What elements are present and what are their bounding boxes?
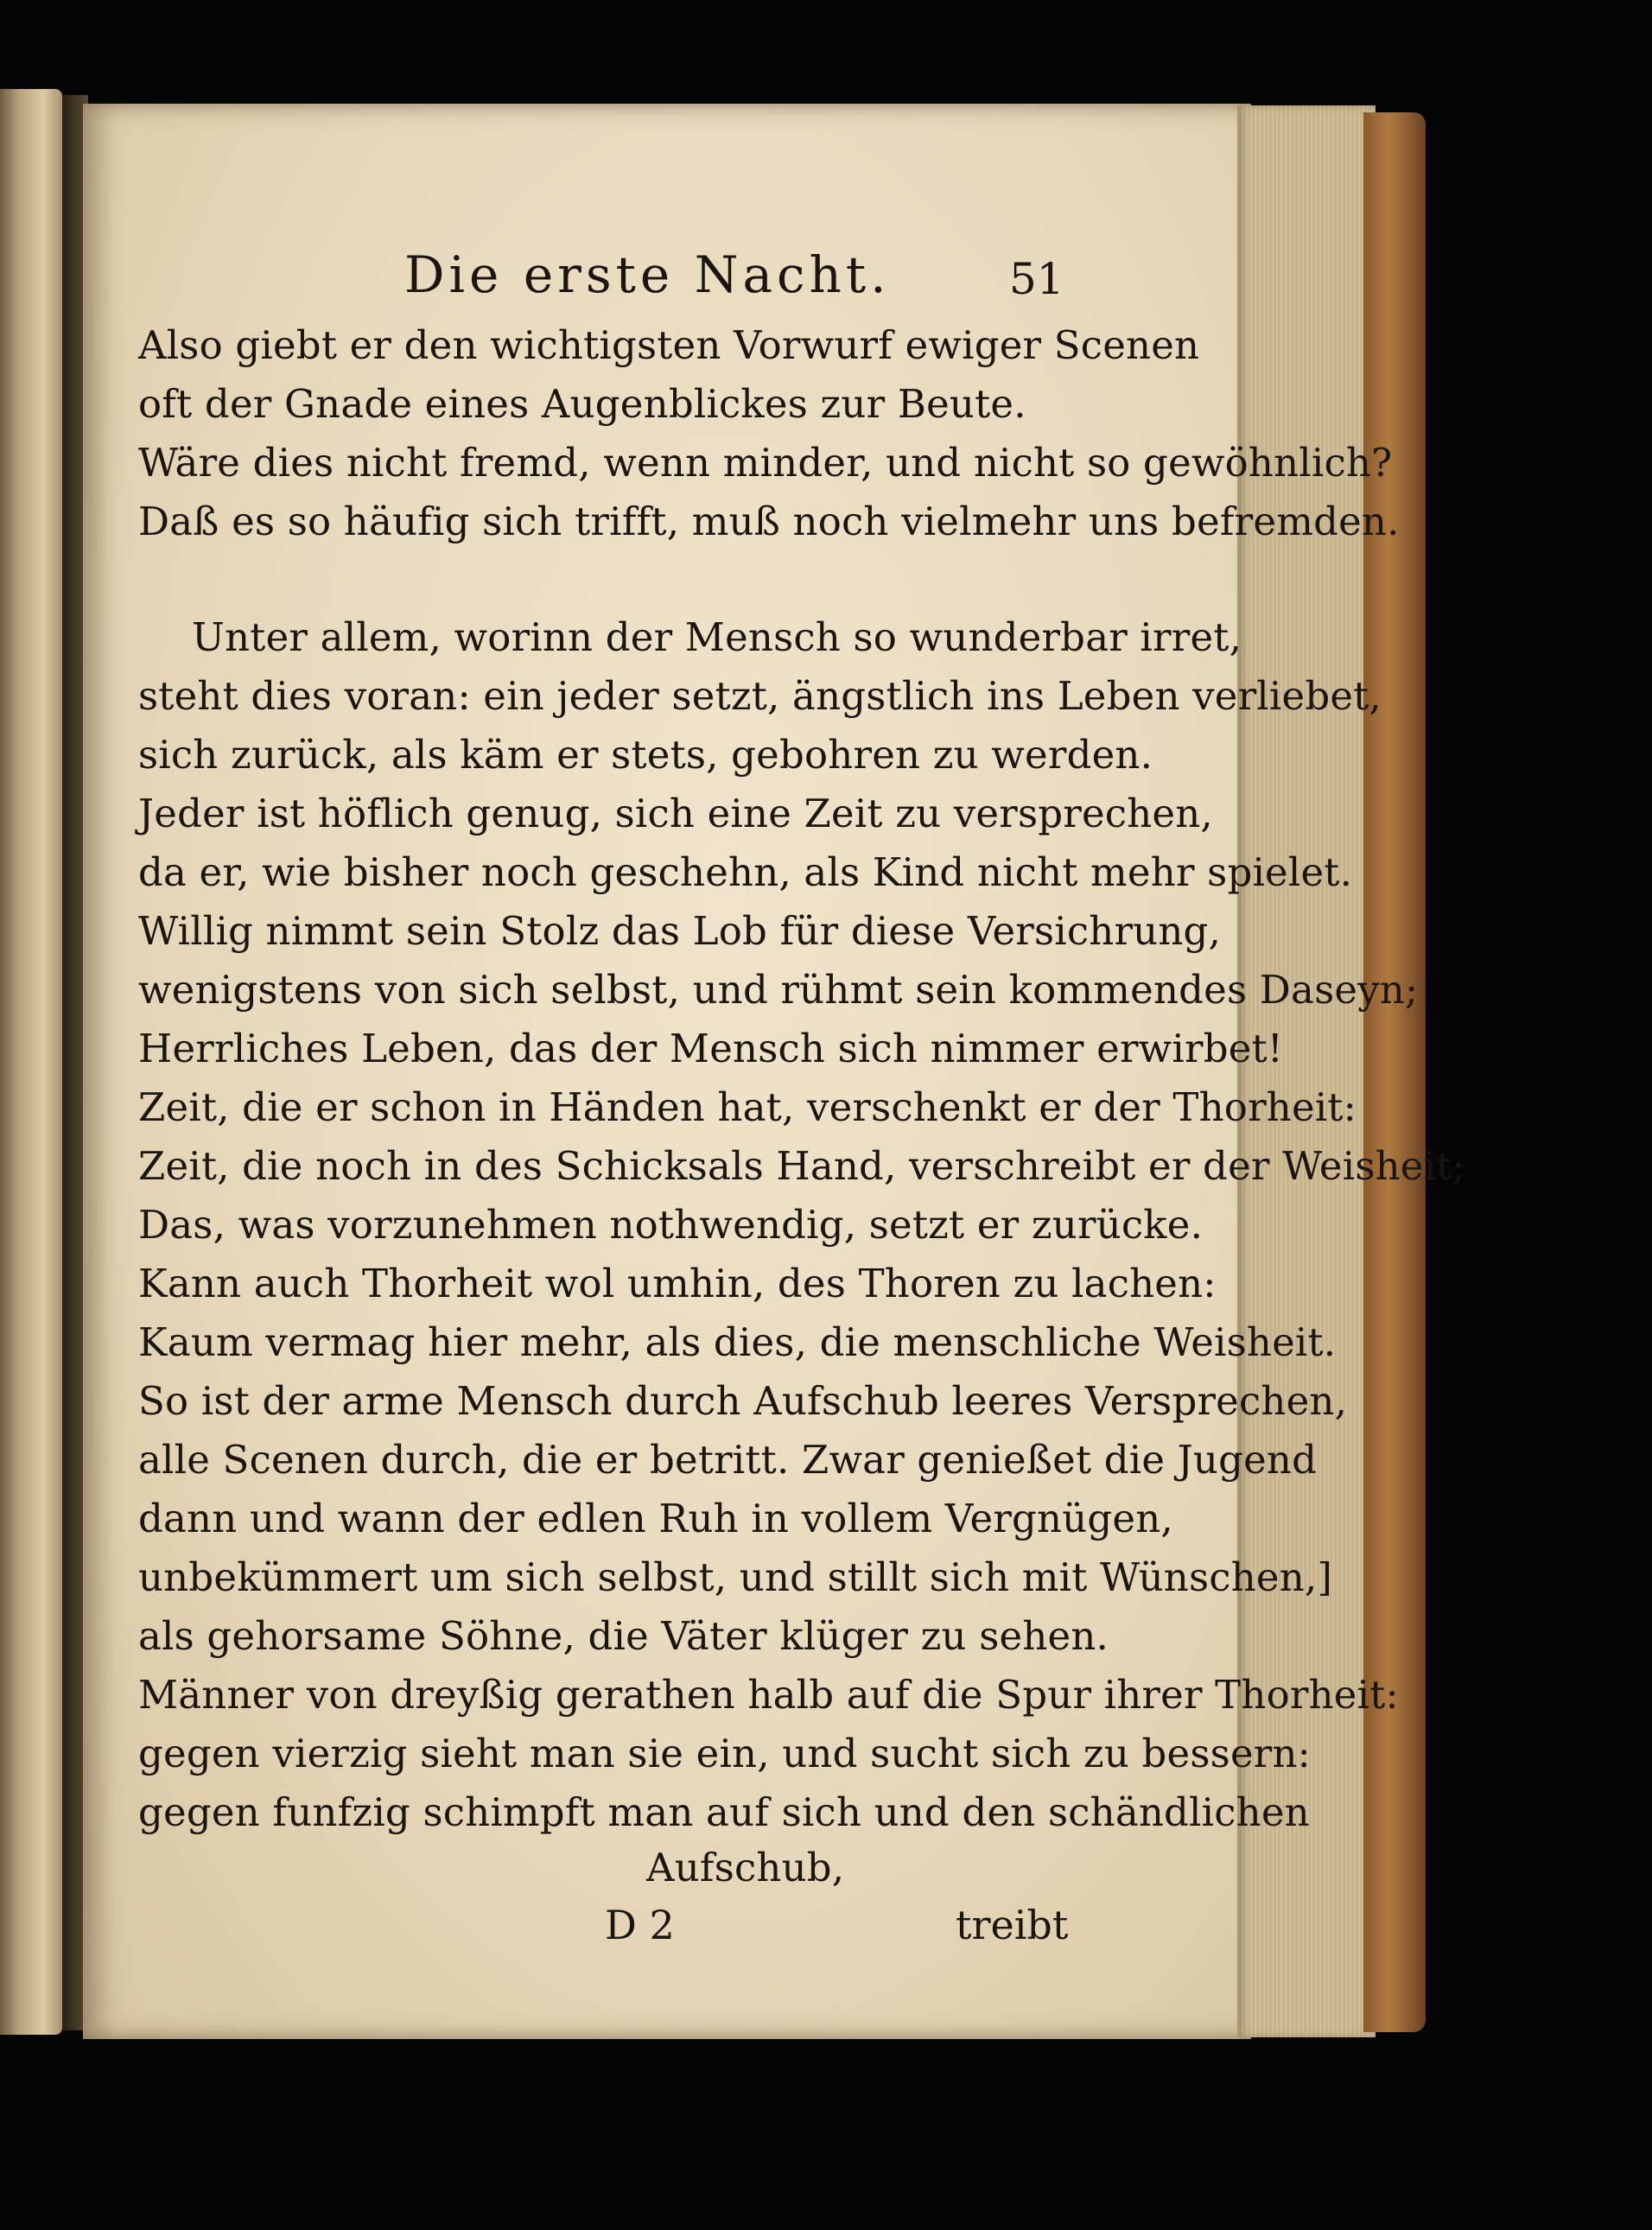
page-number: 51 [1009,254,1064,304]
running-head-title: Die erste Nacht. [404,245,891,304]
verse-line: Das, was vorzunehmen nothwendig, setzt er zurücke. [138,1202,1204,1248]
verse-line: wenigstens von sich selbst, und rühmt sein kommendes Daseyn; [138,967,1419,1013]
verse-line: Unter allem, worinn der Mensch so wunderbar irret, [192,614,1242,660]
verse-line: da er, wie bisher noch geschehn, als Kind nicht mehr spielet. [138,849,1353,895]
verse-line: So ist der arme Mensch durch Aufschub leeres Versprechen, [138,1378,1348,1424]
verse-runover: Aufschub, [646,1845,845,1890]
verse-line: Wäre dies nicht fremd, wenn minder, und nicht so gewöhnlich? [138,440,1393,486]
cover-edge [1363,112,1426,2032]
verse-line: Kann auch Thorheit wol umhin, des Thoren zu lachen: [138,1261,1217,1306]
verse-line: als gehorsame Söhne, die Väter klüger zu sehen. [138,1613,1109,1659]
verse-line: gegen vierzig sieht man sie ein, und sucht sich zu bessern: [138,1731,1312,1776]
left-page-edge [0,89,62,2035]
verse-line: Jeder ist höflich genug, sich eine Zeit zu versprechen, [138,791,1213,836]
verse-line: Also giebt er den wichtigsten Vorwurf ewiger Scenen [138,322,1200,368]
catchword: treibt [956,1902,1069,1948]
verse-line: sich zurück, als käm er stets, gebohren zu werden. [138,732,1153,778]
verse-line: Zeit, die er schon in Händen hat, verschenkt er der Thorheit: [138,1084,1357,1130]
verse-line: Männer von dreyßig gerathen halb auf die Spur ihrer Thorheit: [138,1672,1399,1718]
verse-line: Herrliches Leben, das der Mensch sich nimmer erwirbet! [138,1026,1284,1071]
verse-line: dann und wann der edlen Ruh in vollem Vergnügen, [138,1496,1173,1541]
verse-line: Daß es so häufig sich trifft, muß noch vielmehr uns befremden. [138,499,1400,544]
verse-line: unbekümmert um sich selbst, und stillt sich mit Wünschen,] [138,1554,1333,1600]
verse-line: gegen funfzig schimpft man auf sich und den schändlichen [138,1789,1310,1835]
signature-mark: D 2 [605,1902,675,1948]
verse-line: Willig nimmt sein Stolz das Lob für diese Versichrung, [138,908,1222,954]
verse-line: alle Scenen durch, die er betritt. Zwar genießet die Jugend [138,1437,1318,1483]
verse-line: steht dies voran: ein jeder setzt, ängstlich ins Leben verliebet, [138,673,1382,719]
verse-line: oft der Gnade eines Augenblickes zur Beute. [138,381,1026,427]
verse-line: Kaum vermag hier mehr, als dies, die menschliche Weisheit. [138,1319,1337,1365]
verse-line: Zeit, die noch in des Schicksals Hand, verschreibt er der Weisheit; [138,1143,1465,1189]
